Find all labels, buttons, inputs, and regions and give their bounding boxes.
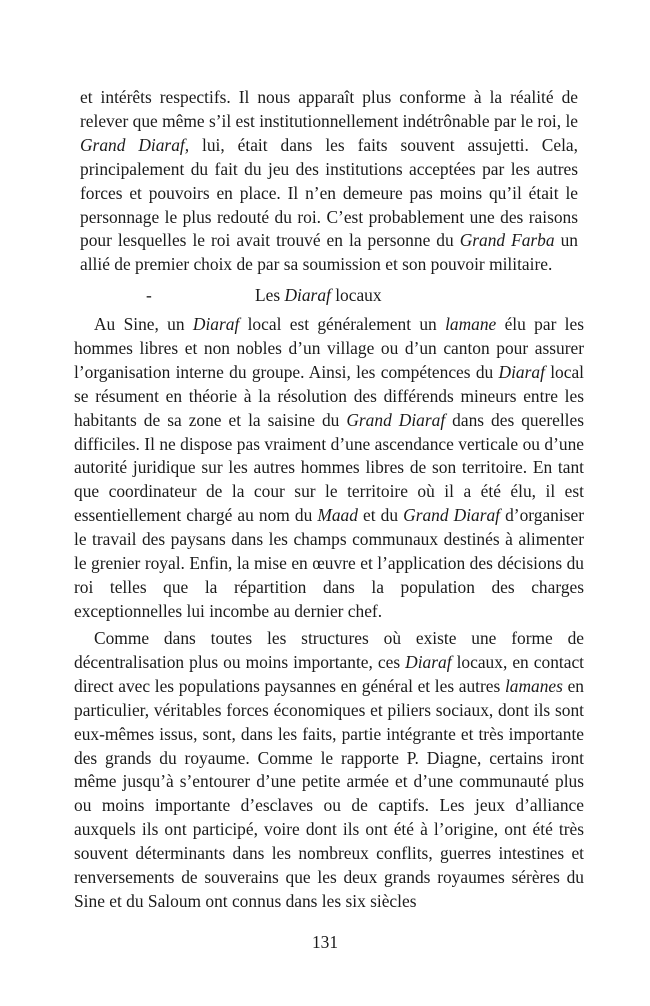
italic-term: Grand Diaraf [346, 409, 446, 430]
heading-text: Les [255, 285, 285, 305]
quote-text [80, 86, 578, 277]
italic-term: lamanes [504, 675, 563, 696]
text-run: un allié de premier choix de par sa soumission et son pouvoir militaire. [80, 230, 578, 275]
text-run: locaux, en contact direct avec les populations paysannes en général et les autres [74, 651, 585, 696]
indented-quote-paragraph [80, 86, 578, 277]
heading-dash: - [146, 285, 152, 305]
paragraph-text [74, 627, 584, 914]
text-run: local est généralement un [239, 314, 446, 334]
heading-italic: Diaraf [284, 285, 331, 305]
italic-term: Diaraf [405, 651, 452, 672]
section-heading [74, 283, 584, 307]
italic-term: Grand Diaraf [403, 505, 501, 526]
paragraph-text [74, 313, 584, 624]
text-run: Au Sine, un [94, 314, 193, 334]
text-run: élu par les hommes libres et non nobles d’un village ou d’un canton pour assurer l’organisation interne du groupe. Ainsi, les compétences du [74, 314, 585, 382]
italic-term: Maad [317, 505, 358, 526]
text-run: dans des querelles difficiles. Il ne dispose pas vraiment d’une ascendance verticale ou d’une autorité juridique sur les autres hommes libres de son territoire. En tant que coordinateur de la cour sur le territoire où il a été élu, il est essentiellement chargé au nom du [74, 409, 584, 526]
italic-term: Diaraf [498, 361, 545, 382]
text-run: Comme dans toutes les structures où existe une forme de décentralisation plus ou moins importante, ces [74, 628, 584, 672]
page-number: 131 [311, 932, 339, 952]
text-run: local se résument en théorie à la résolution des différends mineurs entre les habitants de sa zone et la saisine du [74, 361, 584, 430]
italic-term: lamane [445, 314, 497, 334]
text-run: et intérêts respectifs. Il nous apparaît plus conforme à la réalité de relever que même s’il est institutionnellement indétrônable par le roi, le [80, 87, 578, 131]
body-paragraph-2 [74, 627, 584, 914]
heading-text: locaux [330, 285, 382, 305]
heading-title [255, 283, 382, 307]
italic-term: Grand Farba [459, 230, 555, 251]
italic-term: Grand Diaraf, [80, 134, 190, 155]
text-run: d’organiser le travail des paysans dans les champs communaux destinés à alimenter le grenier royal. Enfin, la mise en œuvre et l’application des décisions du roi telles que la répartition dans la population des charges exceptionnelles lui incombe au dernier chef. [74, 505, 584, 621]
text-run: et du [357, 505, 404, 526]
italic-term: Diaraf [192, 314, 240, 334]
body-paragraph-1 [74, 313, 584, 624]
text-run: en particulier, véritables forces économiques et piliers sociaux, dont ils sont eux-mêmes issus, sont, dans les faits, partie intégrante et très importante des grands du royaume. Comme le rapporte P. Diagne, certains iront même jusqu’à s’entourer d’une petite armée et d’une communauté plus ou moins importante d’esclaves ou de captifs. Les jeux d’alliance auxquels ils ont participé, voire dont ils ont été à l’origine, ont été très souvent déterminants dans les nombreux conflits, guerres intestines et renversements de souverains que les deux grands royaumes sérères du Sine et du Saloum ont connus dans les six siècles [74, 675, 584, 911]
text-run: lui, était dans les faits souvent assujetti. Cela, principalement du fait du jeu des institutions acceptées par les autres forces et pouvoirs en place. Il n’en demeure pas moins qu’il était le personnage le plus redouté du roi. C’est probablement une des raisons pour lesquelles le roi avait trouvé en la personne du [80, 134, 578, 251]
